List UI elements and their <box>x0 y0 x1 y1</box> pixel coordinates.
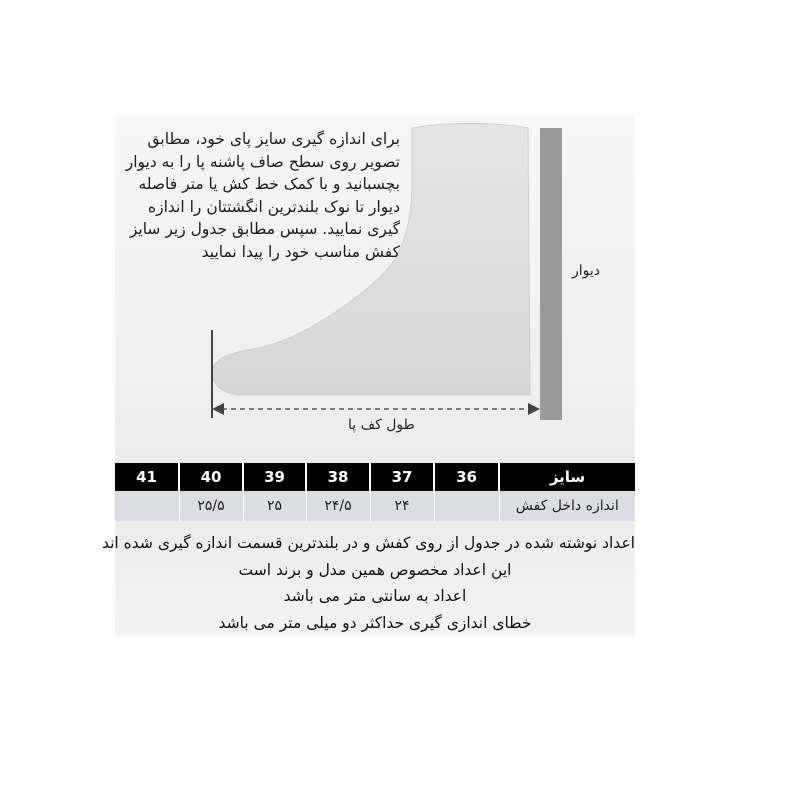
inner-length-row <box>115 491 635 521</box>
instruction-line: برای اندازه گیری سایز پای خود، مطابق <box>147 130 400 148</box>
inner-length-cell <box>115 491 179 521</box>
size-cell: 36 <box>434 463 499 491</box>
inner-length-cell: ۲۵/۵ <box>179 491 243 521</box>
measurement-instructions <box>120 128 400 263</box>
inner-length-cell: ۲۴ <box>370 491 434 521</box>
size-header-label: سایز <box>499 463 635 491</box>
instruction-line: دیوار تا نوک بلندترین انگشتتان را اندازه <box>148 197 400 216</box>
wall-label: دیوار <box>572 263 601 279</box>
arrow-left-icon <box>212 403 224 415</box>
wall-bar <box>540 128 562 420</box>
instruction-line: گیری نمایید. سپس مطابق جدول زیر سایز <box>129 220 400 238</box>
size-cell: 40 <box>179 463 243 491</box>
instruction-line: تصویر روی سطح صاف پاشنه پا را به دیوار <box>125 152 400 171</box>
instruction-line: بچسبانید و با کمک خط کش یا متر فاصله <box>138 175 400 193</box>
inner-length-cell: ۲۴/۵ <box>306 491 370 521</box>
note-line: اعداد نوشته شده در جدول از روی کفش و در بلندترین قسمت اندازه گیری شده اند <box>101 534 635 552</box>
inner-length-cell: ۲۵ <box>243 491 306 521</box>
size-header-row <box>115 463 635 491</box>
instruction-line: کفش مناسب خود را پیدا نمایید <box>201 242 400 261</box>
inner-length-cell <box>434 491 499 521</box>
arrow-right-icon <box>528 403 540 415</box>
note-line: خطای اندازی گیری حداکثر دو میلی متر می باشد <box>218 613 532 632</box>
note-line: این اعداد مخصوص همین مدل و برند است <box>238 560 512 579</box>
size-cell: 39 <box>243 463 306 491</box>
size-cell: 37 <box>370 463 434 491</box>
size-table <box>115 463 635 521</box>
foot-length-label: طول کف پا <box>348 417 415 433</box>
note-line: اعداد به سانتی متر می باشد <box>283 587 467 605</box>
size-cell: 41 <box>115 463 179 491</box>
inner-length-label: اندازه داخل کفش <box>499 491 635 521</box>
size-cell: 38 <box>306 463 370 491</box>
notes <box>101 530 635 636</box>
